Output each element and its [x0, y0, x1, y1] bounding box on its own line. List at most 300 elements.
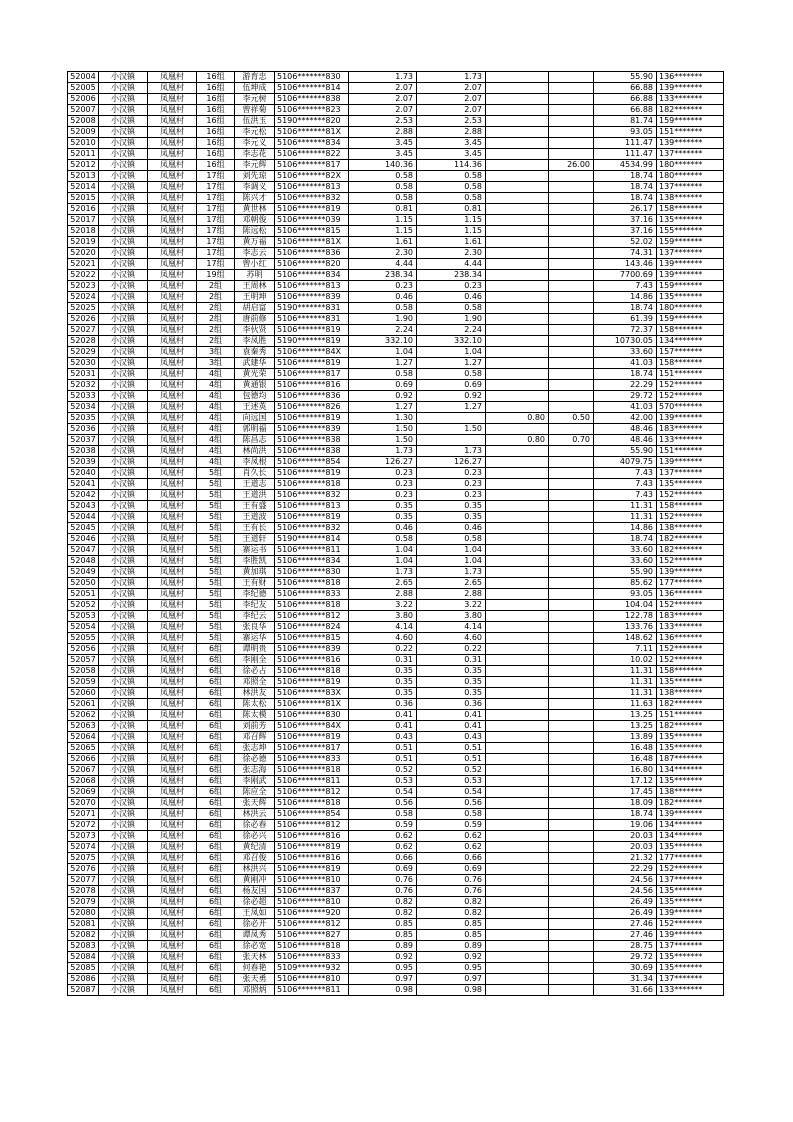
group-cell: 6组	[197, 721, 235, 732]
row-number: 52029	[68, 347, 99, 358]
amount-cell: 37.16	[594, 215, 657, 226]
phone-cell: 152*******	[657, 512, 724, 523]
id-number-cell: 5106*******833	[275, 952, 349, 963]
area-b-cell	[486, 622, 549, 633]
table-row	[68, 688, 724, 699]
area-c-cell	[549, 831, 594, 842]
phone-cell: 152*******	[657, 380, 724, 391]
row-number: 52060	[68, 688, 99, 699]
row-number: 52019	[68, 237, 99, 248]
row-number: 52025	[68, 303, 99, 314]
area-cell: 1.27	[349, 358, 417, 369]
town-cell: 小汉镇	[99, 72, 148, 83]
area-c-cell	[549, 710, 594, 721]
phone-cell: 138*******	[657, 193, 724, 204]
id-number-cell: 5106*******812	[275, 611, 349, 622]
area-a-cell: 0.31	[417, 655, 486, 666]
area-b-cell	[486, 765, 549, 776]
area-b-cell	[486, 171, 549, 182]
group-cell: 5组	[197, 512, 235, 523]
area-cell: 0.85	[349, 919, 417, 930]
name-cell: 徐必德	[235, 754, 275, 765]
row-number: 52022	[68, 270, 99, 281]
area-cell: 1.04	[349, 556, 417, 567]
town-cell: 小汉镇	[99, 479, 148, 490]
table-row	[68, 259, 724, 270]
phone-cell: 135*******	[657, 963, 724, 974]
amount-cell: 27.46	[594, 930, 657, 941]
group-cell: 19组	[197, 270, 235, 281]
area-c-cell	[549, 116, 594, 127]
area-c-cell	[549, 171, 594, 182]
village-cell: 凤凰村	[148, 204, 197, 215]
phone-cell: 139*******	[657, 457, 724, 468]
amount-cell: 18.74	[594, 171, 657, 182]
amount-cell: 17.12	[594, 776, 657, 787]
name-cell: 徐必兴	[235, 831, 275, 842]
area-a-cell: 1.73	[417, 446, 486, 457]
area-c-cell	[549, 930, 594, 941]
area-c-cell	[549, 358, 594, 369]
name-cell: 李纪云	[235, 611, 275, 622]
row-number: 52087	[68, 985, 99, 996]
group-cell: 4组	[197, 391, 235, 402]
town-cell: 小汉镇	[99, 963, 148, 974]
group-cell: 6组	[197, 820, 235, 831]
group-cell: 6组	[197, 952, 235, 963]
row-number: 52039	[68, 457, 99, 468]
row-number: 52023	[68, 281, 99, 292]
amount-cell: 111.47	[594, 138, 657, 149]
area-b-cell	[486, 930, 549, 941]
area-c-cell	[549, 600, 594, 611]
area-b-cell	[486, 457, 549, 468]
village-cell: 凤凰村	[148, 600, 197, 611]
name-cell: 郭明福	[235, 424, 275, 435]
phone-cell: 136*******	[657, 633, 724, 644]
table-row	[68, 864, 724, 875]
area-b-cell	[486, 952, 549, 963]
area-cell: 1.73	[349, 72, 417, 83]
table-row	[68, 600, 724, 611]
name-cell: 徐必宽	[235, 941, 275, 952]
table-row	[68, 622, 724, 633]
town-cell: 小汉镇	[99, 853, 148, 864]
group-cell: 16组	[197, 138, 235, 149]
id-number-cell: 5106*******81X	[275, 699, 349, 710]
table-row	[68, 556, 724, 567]
village-cell: 凤凰村	[148, 435, 197, 446]
area-a-cell: 0.36	[417, 699, 486, 710]
data-table	[67, 71, 724, 996]
village-cell: 凤凰村	[148, 369, 197, 380]
phone-cell: 182*******	[657, 545, 724, 556]
area-a-cell	[417, 435, 486, 446]
table-row	[68, 358, 724, 369]
table-row	[68, 215, 724, 226]
phone-cell: 151*******	[657, 710, 724, 721]
row-number: 52040	[68, 468, 99, 479]
area-cell: 0.82	[349, 908, 417, 919]
area-cell: 2.30	[349, 248, 417, 259]
phone-cell: 158*******	[657, 501, 724, 512]
area-b-cell	[486, 611, 549, 622]
area-b-cell	[486, 864, 549, 875]
area-cell: 0.31	[349, 655, 417, 666]
area-cell: 0.58	[349, 369, 417, 380]
amount-cell: 11.31	[594, 501, 657, 512]
area-cell: 0.58	[349, 171, 417, 182]
table-row	[68, 754, 724, 765]
name-cell: 肖久长	[235, 468, 275, 479]
row-number: 52076	[68, 864, 99, 875]
table-row	[68, 160, 724, 171]
village-cell: 凤凰村	[148, 259, 197, 270]
area-c-cell	[549, 875, 594, 886]
area-c-cell	[549, 424, 594, 435]
phone-cell: 139*******	[657, 567, 724, 578]
area-cell: 0.81	[349, 204, 417, 215]
row-number: 52018	[68, 226, 99, 237]
row-number: 52008	[68, 116, 99, 127]
phone-cell: 135*******	[657, 732, 724, 743]
village-cell: 凤凰村	[148, 468, 197, 479]
table-row	[68, 974, 724, 985]
village-cell: 凤凰村	[148, 83, 197, 94]
table-row	[68, 941, 724, 952]
area-cell: 2.65	[349, 578, 417, 589]
row-number: 52045	[68, 523, 99, 534]
amount-cell: 10.02	[594, 655, 657, 666]
area-b-cell	[486, 963, 549, 974]
town-cell: 小汉镇	[99, 622, 148, 633]
area-c-cell	[549, 72, 594, 83]
town-cell: 小汉镇	[99, 270, 148, 281]
village-cell: 凤凰村	[148, 490, 197, 501]
id-number-cell: 5106*******920	[275, 908, 349, 919]
row-number: 52064	[68, 732, 99, 743]
id-number-cell: 5106*******818	[275, 798, 349, 809]
area-a-cell: 0.92	[417, 952, 486, 963]
group-cell: 4组	[197, 457, 235, 468]
area-b-cell	[486, 512, 549, 523]
group-cell: 4组	[197, 380, 235, 391]
name-cell: 黄纪清	[235, 842, 275, 853]
group-cell: 6组	[197, 743, 235, 754]
area-a-cell: 0.69	[417, 380, 486, 391]
area-c-cell	[549, 94, 594, 105]
area-a-cell: 3.22	[417, 600, 486, 611]
town-cell: 小汉镇	[99, 116, 148, 127]
phone-cell: 180*******	[657, 171, 724, 182]
town-cell: 小汉镇	[99, 468, 148, 479]
table-row	[68, 842, 724, 853]
town-cell: 小汉镇	[99, 600, 148, 611]
village-cell: 凤凰村	[148, 864, 197, 875]
village-cell: 凤凰村	[148, 710, 197, 721]
table-row	[68, 908, 724, 919]
phone-cell: 134*******	[657, 336, 724, 347]
area-cell: 1.30	[349, 413, 417, 424]
amount-cell: 18.74	[594, 303, 657, 314]
id-number-cell: 5106*******836	[275, 248, 349, 259]
area-c-cell	[549, 215, 594, 226]
amount-cell: 22.29	[594, 380, 657, 391]
village-cell: 凤凰村	[148, 281, 197, 292]
phone-cell: 135*******	[657, 479, 724, 490]
amount-cell: 30.69	[594, 963, 657, 974]
area-cell: 1.90	[349, 314, 417, 325]
amount-cell: 148.62	[594, 633, 657, 644]
table-row	[68, 776, 724, 787]
row-number: 52051	[68, 589, 99, 600]
row-number: 52057	[68, 655, 99, 666]
phone-cell: 159*******	[657, 116, 724, 127]
area-c-cell	[549, 182, 594, 193]
name-cell: 张天辉	[235, 798, 275, 809]
amount-cell: 111.47	[594, 149, 657, 160]
group-cell: 17组	[197, 237, 235, 248]
table-row	[68, 314, 724, 325]
area-a-cell: 0.66	[417, 853, 486, 864]
name-cell: 王述英	[235, 402, 275, 413]
row-number: 52016	[68, 204, 99, 215]
area-c-cell	[549, 380, 594, 391]
amount-cell: 52.02	[594, 237, 657, 248]
row-number: 52084	[68, 952, 99, 963]
village-cell: 凤凰村	[148, 974, 197, 985]
area-b-cell	[486, 402, 549, 413]
id-number-cell: 5106*******82X	[275, 171, 349, 182]
town-cell: 小汉镇	[99, 754, 148, 765]
area-c-cell	[549, 325, 594, 336]
area-cell: 4.44	[349, 259, 417, 270]
amount-cell: 33.60	[594, 545, 657, 556]
group-cell: 6组	[197, 842, 235, 853]
area-a-cell: 1.15	[417, 226, 486, 237]
group-cell: 17组	[197, 226, 235, 237]
phone-cell: 152*******	[657, 864, 724, 875]
group-cell: 5组	[197, 490, 235, 501]
group-cell: 6组	[197, 688, 235, 699]
phone-cell: 139*******	[657, 83, 724, 94]
town-cell: 小汉镇	[99, 380, 148, 391]
town-cell: 小汉镇	[99, 897, 148, 908]
row-number: 52041	[68, 479, 99, 490]
area-a-cell: 1.73	[417, 72, 486, 83]
area-cell: 0.22	[349, 644, 417, 655]
town-cell: 小汉镇	[99, 138, 148, 149]
area-a-cell: 0.95	[417, 963, 486, 974]
village-cell: 凤凰村	[148, 413, 197, 424]
area-c-cell	[549, 622, 594, 633]
area-b-cell	[486, 138, 549, 149]
name-cell: 邓照炳	[235, 985, 275, 996]
table-row	[68, 325, 724, 336]
amount-cell: 16.80	[594, 765, 657, 776]
group-cell: 16组	[197, 160, 235, 171]
town-cell: 小汉镇	[99, 446, 148, 457]
area-c-cell	[549, 83, 594, 94]
group-cell: 6组	[197, 655, 235, 666]
phone-cell: 159*******	[657, 237, 724, 248]
group-cell: 16组	[197, 105, 235, 116]
area-cell: 4.14	[349, 622, 417, 633]
name-cell: 李凤胜	[235, 336, 275, 347]
row-number: 52048	[68, 556, 99, 567]
town-cell: 小汉镇	[99, 644, 148, 655]
area-cell: 1.04	[349, 545, 417, 556]
town-cell: 小汉镇	[99, 831, 148, 842]
table-row	[68, 919, 724, 930]
area-cell: 0.52	[349, 765, 417, 776]
amount-cell: 42.00	[594, 413, 657, 424]
phone-cell: 133*******	[657, 94, 724, 105]
table-row	[68, 611, 724, 622]
row-number: 52015	[68, 193, 99, 204]
group-cell: 5组	[197, 578, 235, 589]
village-cell: 凤凰村	[148, 578, 197, 589]
area-c-cell	[549, 985, 594, 996]
table-row	[68, 963, 724, 974]
area-cell: 0.54	[349, 787, 417, 798]
area-cell: 0.35	[349, 677, 417, 688]
area-c-cell	[549, 270, 594, 281]
area-a-cell: 0.58	[417, 182, 486, 193]
amount-cell: 14.86	[594, 523, 657, 534]
row-number: 52062	[68, 710, 99, 721]
area-cell: 0.51	[349, 743, 417, 754]
area-a-cell: 2.07	[417, 83, 486, 94]
amount-cell: 4079.75	[594, 457, 657, 468]
village-cell: 凤凰村	[148, 611, 197, 622]
row-number: 52078	[68, 886, 99, 897]
id-number-cell: 5106*******818	[275, 479, 349, 490]
row-number: 52007	[68, 105, 99, 116]
area-b-cell	[486, 479, 549, 490]
group-cell: 5组	[197, 501, 235, 512]
group-cell: 6组	[197, 930, 235, 941]
village-cell: 凤凰村	[148, 171, 197, 182]
village-cell: 凤凰村	[148, 347, 197, 358]
group-cell: 6组	[197, 875, 235, 886]
group-cell: 17组	[197, 182, 235, 193]
name-cell: 王有盛	[235, 501, 275, 512]
group-cell: 17组	[197, 248, 235, 259]
table-row	[68, 567, 724, 578]
area-a-cell: 0.62	[417, 831, 486, 842]
row-number: 52005	[68, 83, 99, 94]
name-cell: 李伙贤	[235, 325, 275, 336]
area-b-cell	[486, 149, 549, 160]
area-b-cell	[486, 501, 549, 512]
village-cell: 凤凰村	[148, 963, 197, 974]
town-cell: 小汉镇	[99, 171, 148, 182]
amount-cell: 18.74	[594, 534, 657, 545]
table-row	[68, 853, 724, 864]
name-cell: 杨友国	[235, 886, 275, 897]
area-cell: 2.07	[349, 94, 417, 105]
group-cell: 17组	[197, 193, 235, 204]
amount-cell: 26.17	[594, 204, 657, 215]
village-cell: 凤凰村	[148, 424, 197, 435]
town-cell: 小汉镇	[99, 314, 148, 325]
town-cell: 小汉镇	[99, 809, 148, 820]
row-number: 52046	[68, 534, 99, 545]
name-cell: 唐前修	[235, 314, 275, 325]
table-row	[68, 303, 724, 314]
name-cell: 王道轩	[235, 534, 275, 545]
area-c-cell	[549, 248, 594, 259]
group-cell: 6组	[197, 710, 235, 721]
row-number: 52050	[68, 578, 99, 589]
town-cell: 小汉镇	[99, 886, 148, 897]
name-cell: 李志花	[235, 149, 275, 160]
area-a-cell: 0.35	[417, 512, 486, 523]
amount-cell: 11.63	[594, 699, 657, 710]
village-cell: 凤凰村	[148, 688, 197, 699]
name-cell: 林洪云	[235, 809, 275, 820]
town-cell: 小汉镇	[99, 127, 148, 138]
town-cell: 小汉镇	[99, 864, 148, 875]
table-row	[68, 127, 724, 138]
id-number-cell: 5106*******818	[275, 600, 349, 611]
group-cell: 17组	[197, 259, 235, 270]
town-cell: 小汉镇	[99, 556, 148, 567]
group-cell: 2组	[197, 292, 235, 303]
amount-cell: 143.46	[594, 259, 657, 270]
amount-cell: 7.11	[594, 644, 657, 655]
area-c-cell	[549, 523, 594, 534]
town-cell: 小汉镇	[99, 875, 148, 886]
area-cell: 0.85	[349, 930, 417, 941]
phone-cell: 137*******	[657, 182, 724, 193]
name-cell: 邓朝俊	[235, 215, 275, 226]
table-row	[68, 820, 724, 831]
area-c-cell	[549, 952, 594, 963]
id-number-cell: 5106*******839	[275, 644, 349, 655]
area-a-cell: 0.41	[417, 721, 486, 732]
town-cell: 小汉镇	[99, 798, 148, 809]
table-row	[68, 743, 724, 754]
table-row	[68, 512, 724, 523]
name-cell: 王有长	[235, 523, 275, 534]
area-cell: 0.23	[349, 490, 417, 501]
table-row	[68, 457, 724, 468]
town-cell: 小汉镇	[99, 534, 148, 545]
village-cell: 凤凰村	[148, 633, 197, 644]
area-a-cell: 4.44	[417, 259, 486, 270]
id-number-cell: 5106*******824	[275, 622, 349, 633]
name-cell: 徐必开	[235, 919, 275, 930]
row-number: 52014	[68, 182, 99, 193]
id-number-cell: 5106*******830	[275, 710, 349, 721]
area-cell: 0.82	[349, 897, 417, 908]
area-cell: 0.35	[349, 501, 417, 512]
group-cell: 5组	[197, 468, 235, 479]
area-cell: 0.51	[349, 754, 417, 765]
group-cell: 5组	[197, 545, 235, 556]
group-cell: 6组	[197, 754, 235, 765]
town-cell: 小汉镇	[99, 985, 148, 996]
name-cell: 徐必春	[235, 820, 275, 831]
area-a-cell: 0.23	[417, 479, 486, 490]
row-number: 52081	[68, 919, 99, 930]
amount-cell: 33.60	[594, 556, 657, 567]
village-cell: 凤凰村	[148, 886, 197, 897]
row-number: 52086	[68, 974, 99, 985]
area-c-cell	[549, 787, 594, 798]
